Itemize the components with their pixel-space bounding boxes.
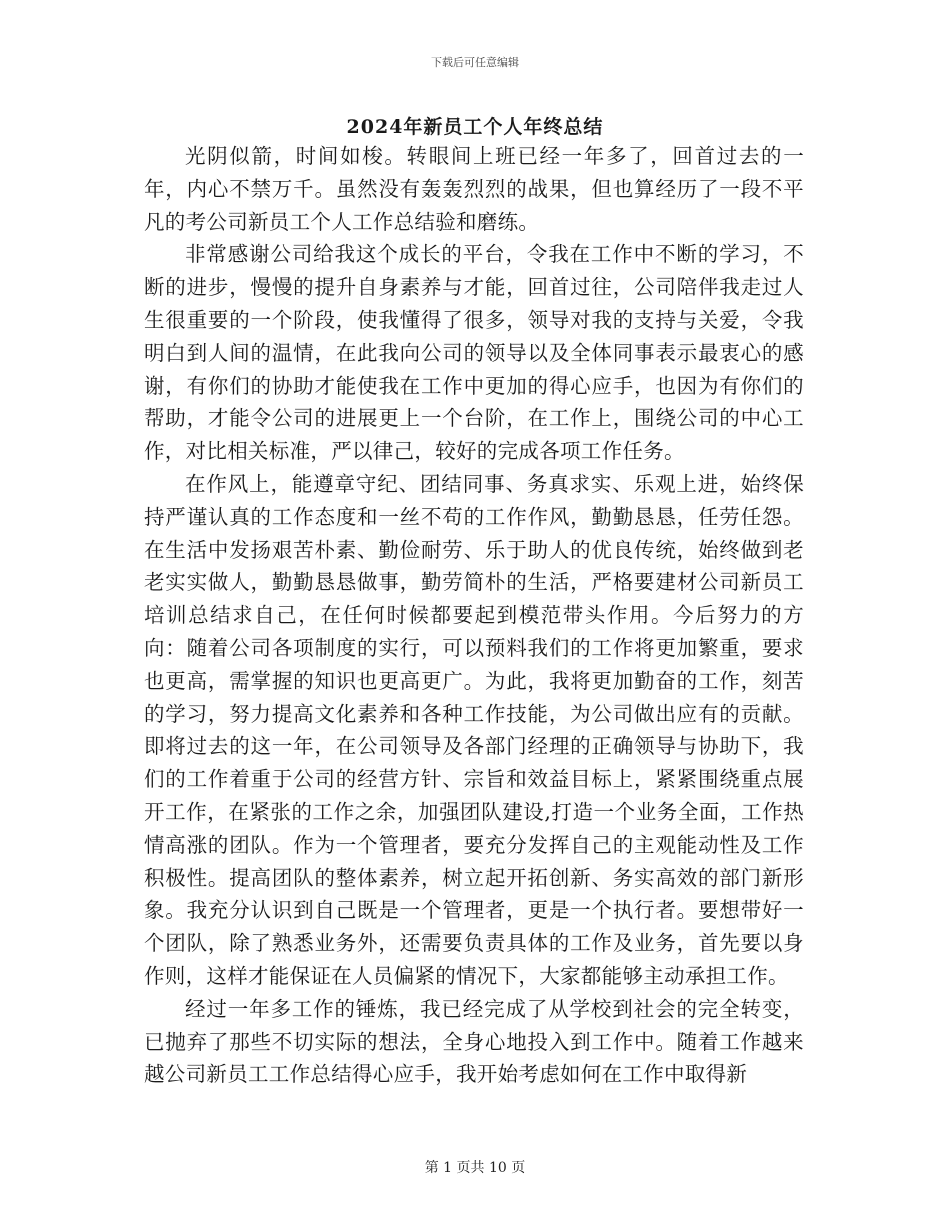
paragraph-4: 经过一年多工作的锤炼，我已经完成了从学校到社会的完全转变，已抛弃了那些不切实际的想法，全身心地投入到工作中。随着工作越来越公司新员工工作总结得心应手，我开始考虑如何在工作中取得新 xyxy=(144,996,804,1087)
document-body xyxy=(144,140,804,1091)
paragraph-2: 非常感谢公司给我这个成长的平台，令我在工作中不断的学习，不断的进步，慢慢的提升自身素养与才能，回首过往，公司陪伴我走过人生很重要的一个阶段，使我懂得了很多，领导对我的支持与关爱，令我明白到人间的温情，在此我向公司的领导以及全体同事表示最衷心的感谢，有你们的协助才能使我在工作中更加的得心应手，也因为有你们的帮助，才能令公司的进展更上一个台阶，在工作上，围绕公司的中心工作，对比相关标准，严以律己，较好的完成各项工作任务。 xyxy=(144,242,804,464)
document-title: 2024年新员工个人年终总结 xyxy=(346,116,604,138)
page-number: 第 1 页共 10 页 xyxy=(424,1160,526,1176)
paragraph-1: 光阴似箭，时间如梭。转眼间上班已经一年多了，回首过去的一年，内心不禁万千。虽然没有轰轰烈烈的战果，但也算经历了一段不平凡的考公司新员工个人工作总结验和磨练。 xyxy=(144,144,804,234)
paragraph-3: 在作风上，能遵章守纪、团结同事、务真求实、乐观上进，始终保持严谨认真的工作态度和一丝不苟的工作作风，勤勤恳恳，任劳任怨。在生活中发扬艰苦朴素、勤俭耐劳、乐于助人的优良传统，始终做到老老实实做人，勤勤恳恳做事，勤劳简朴的生活，严格要建材公司新员工培训总结求自己，在任何时候都要起到模范带头作用。今后努力的方向：随着公司各项制度的实行，可以预料我们的工作将更加繁重，要求也更高，需掌握的知识也更高更广。为此，我将更加勤奋的工作，刻苦的学习，努力提高文化素养和各种工作技能，为公司做出应有的贡献。即将过去的这一年，在公司领导及各部门经理的正确领导与协助下，我们的工作着重于公司的经营方针、宗旨和效益目标上，紧紧围绕重点展开工作，在紧张的工作之余，加强团队建设,打造一个业务全面，工作热情高涨的团队。作为一个管理者，要充分发挥自己的主观能动性及工作积极性。提高团队的整体素养，树立起开拓创新、务实高效的部门新形象。我充分认识到自己既是一个管理者，更是一个执行者。要想带好一个团队，除了熟悉业务外，还需要负责具体的工作及业务，首先要以身作则，这样才能保证在人员偏紧的情况下，大家都能够主动承担工作。 xyxy=(144,471,804,988)
header-note: 下载后可任意编辑 xyxy=(431,56,519,69)
